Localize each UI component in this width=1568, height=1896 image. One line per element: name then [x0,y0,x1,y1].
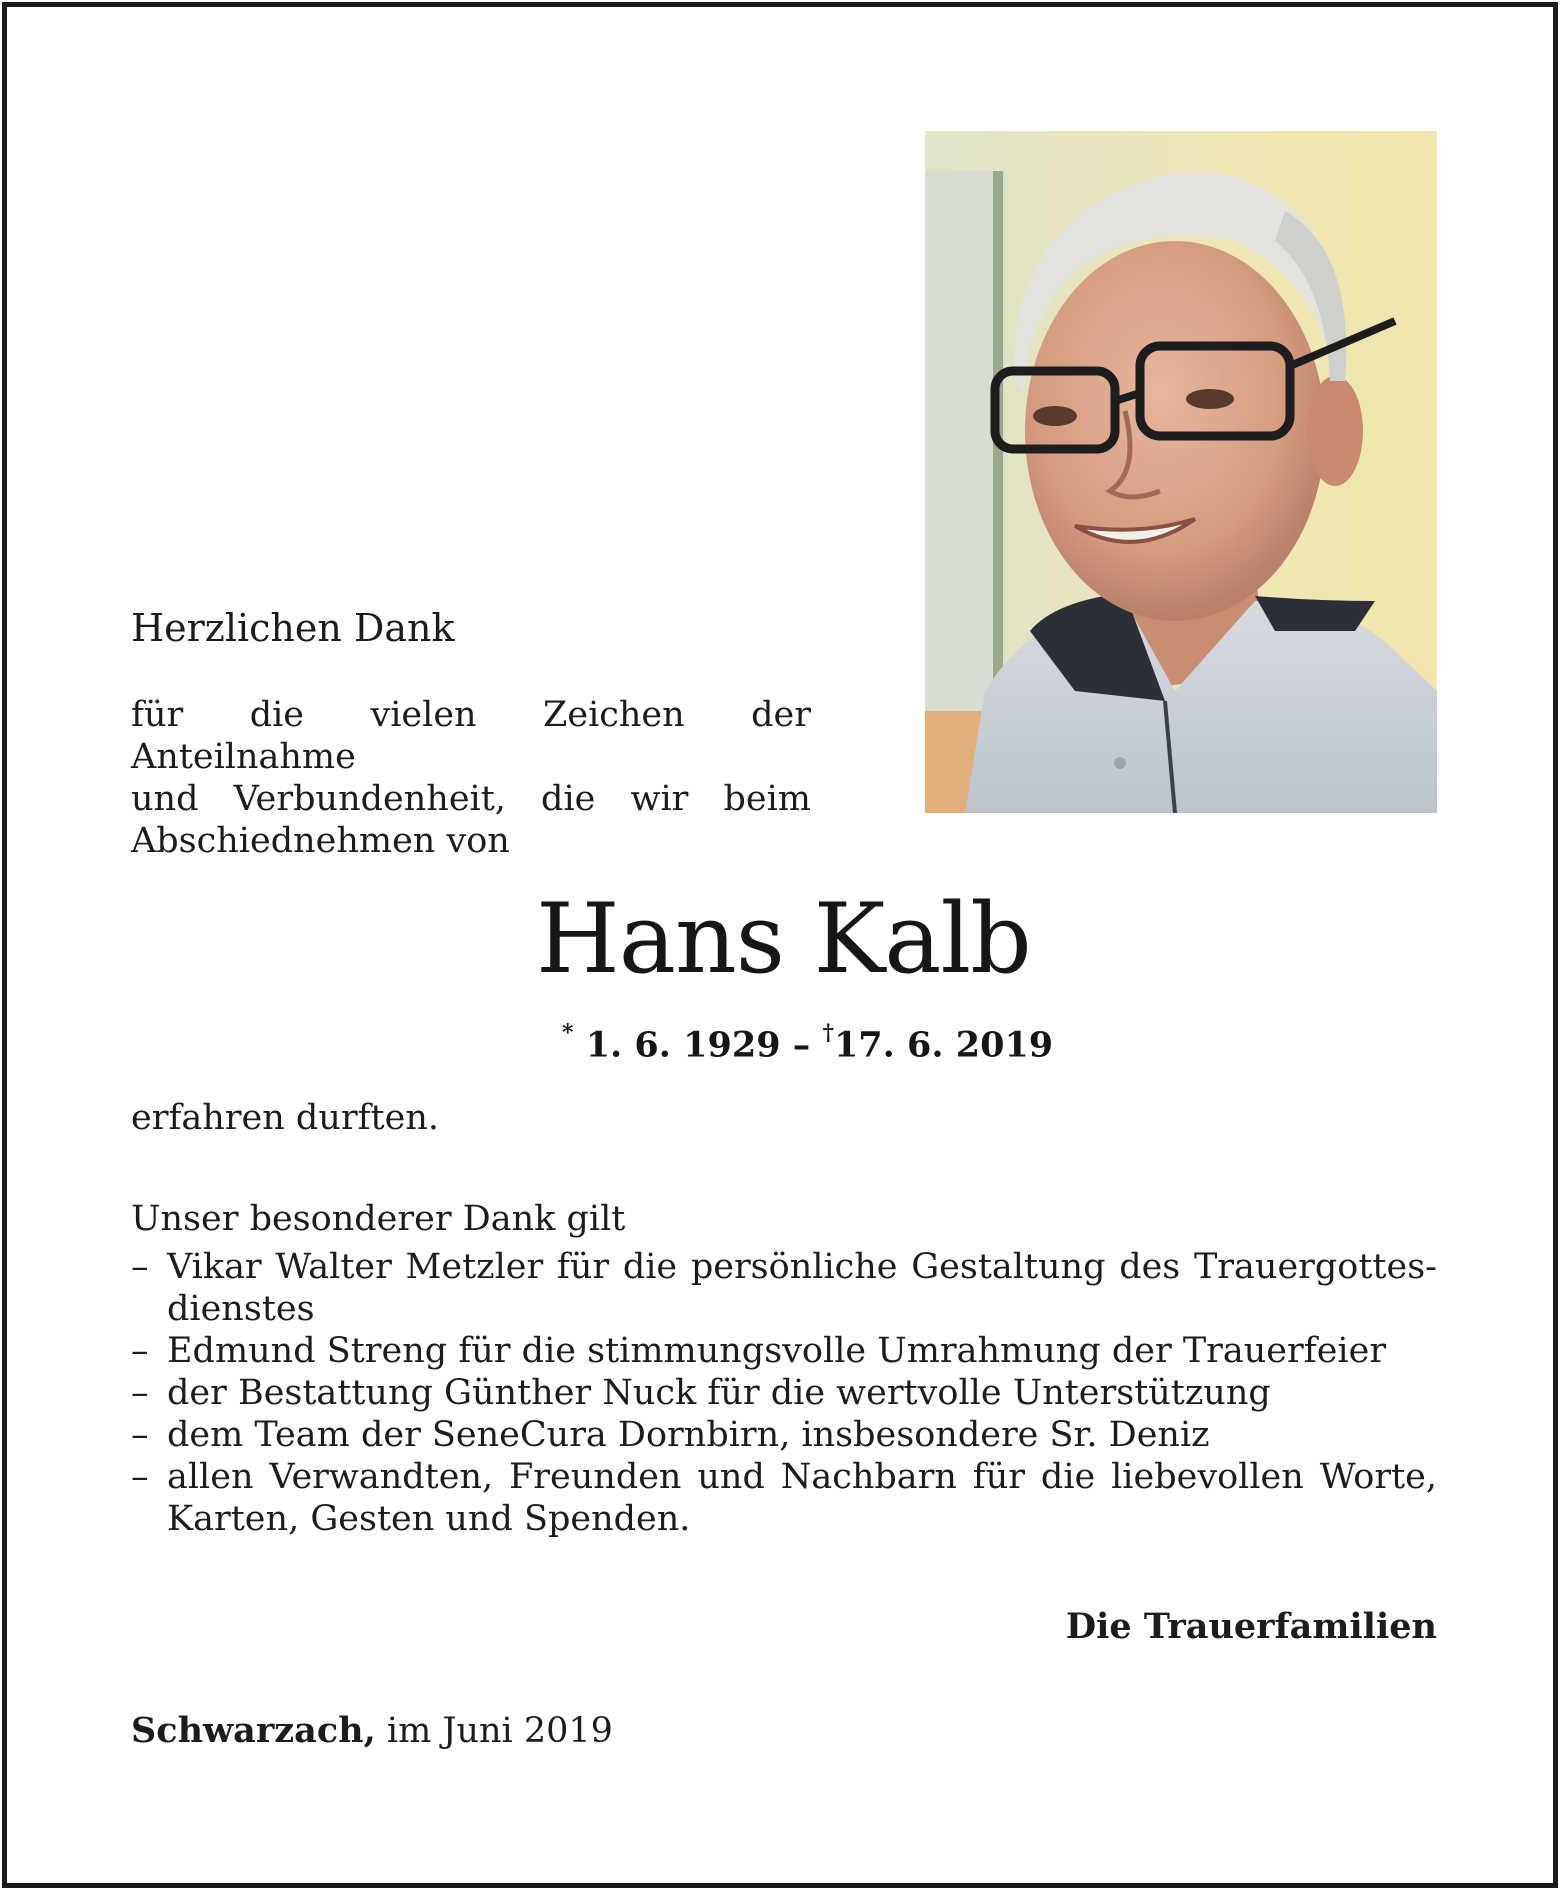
date-separator: – [792,1024,811,1066]
list-item-text: Vikar Walter Metzler für die persönliche Gestaltung des Trauergottes-dienstes [167,1247,1437,1329]
list-bullet: – [131,1247,149,1287]
list-bullet: – [131,1415,149,1455]
life-dates [562,1016,1053,1067]
closing-intro: erfahren durften. [131,1098,439,1138]
portrait-photo [925,131,1437,813]
death-symbol: † [822,1020,834,1046]
greeting-heading: Herzlichen Dank [131,606,455,650]
list-item [131,1414,1437,1456]
death-date: 17. 6. 2019 [833,1024,1054,1066]
thanks-heading: Unser besonderer Dank gilt [131,1199,626,1239]
list-item-text: dem Team der SeneCura Dornbirn, insbesondere Sr. Deniz [167,1415,1210,1455]
list-bullet: – [131,1331,149,1371]
list-item-text: der Bestattung Günther Nuck für die wertvolle Unterstützung [167,1373,1271,1413]
list-bullet: – [131,1373,149,1413]
place-name: Schwarzach, [131,1710,376,1751]
list-item [131,1246,1437,1330]
birth-date: 1. 6. 1929 [585,1024,781,1066]
list-bullet: – [131,1457,149,1497]
thanks-list [131,1246,1437,1540]
deceased-name: Hans Kalb [536,883,1031,995]
intro-paragraph [131,694,811,862]
intro-line: und Verbundenheit, die wir beim [131,779,811,819]
signature: Die Trauerfamilien [1065,1606,1437,1647]
birth-symbol: * [562,1020,574,1046]
list-item-text: allen Verwandten, Freunden und Nachbarn für die liebevollen Worte, Karten, Gesten und Spenden. [167,1457,1437,1539]
list-item [131,1372,1437,1414]
list-item-text: Edmund Streng für die stimmungsvolle Umrahmung der Trauerfeier [167,1331,1387,1371]
list-item [131,1330,1437,1372]
list-item [131,1456,1437,1540]
place-date: im Juni 2019 [386,1711,613,1751]
intro-line: Abschiednehmen von [131,821,510,861]
location-date [131,1710,613,1752]
intro-line: für die vielen Zeichen der Anteilnahme [131,695,811,777]
